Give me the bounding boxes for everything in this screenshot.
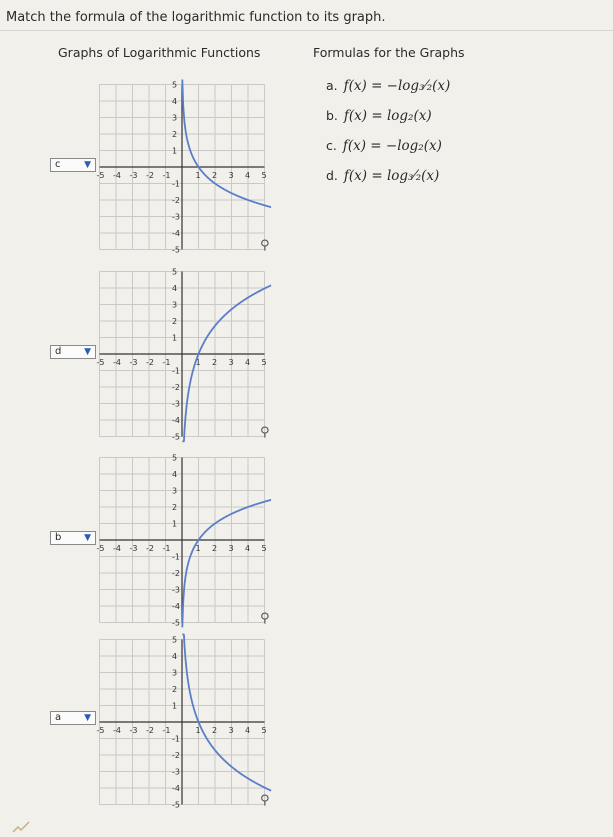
- x-tick-label: 1: [195, 726, 201, 735]
- x-tick-label: -2: [146, 358, 154, 367]
- x-tick-label: 4: [245, 544, 251, 553]
- x-tick-label: -4: [113, 544, 121, 553]
- x-tick-label: -1: [162, 358, 171, 367]
- x-tick-label: -4: [113, 171, 121, 180]
- y-tick-label: 4: [172, 284, 178, 293]
- y-tick-label: 5: [172, 80, 178, 90]
- y-tick-label: -2: [172, 383, 180, 392]
- y-tick-label: -1: [172, 366, 180, 376]
- y-tick-label: 4: [172, 652, 178, 661]
- y-tick-label: -5: [172, 618, 180, 628]
- chevron-down-icon: ▼: [84, 713, 91, 723]
- graph-3-answer-select[interactable]: b ▼: [50, 531, 96, 545]
- function-curve: [182, 500, 271, 628]
- x-tick-label: 5: [261, 544, 267, 553]
- x-tick-label: -4: [113, 358, 121, 367]
- chevron-down-icon: ▼: [84, 160, 91, 170]
- x-tick-label: -2: [146, 544, 154, 553]
- x-tick-label: 3: [228, 171, 234, 180]
- magnifier-icon[interactable]: ⚲: [260, 611, 270, 626]
- graphs-heading: Graphs of Logarithmic Functions: [58, 45, 261, 60]
- y-tick-label: 2: [172, 130, 178, 139]
- chevron-down-icon: ▼: [84, 347, 91, 357]
- x-tick-label: -5: [96, 726, 105, 735]
- x-tick-label: 3: [228, 544, 234, 553]
- y-tick-label: 2: [172, 685, 178, 694]
- graph-1: [0, 75, 290, 260]
- y-tick-label: 5: [172, 635, 178, 645]
- x-tick-label: -1: [162, 544, 171, 553]
- graph-2-plot: [0, 262, 290, 447]
- y-tick-label: 1: [172, 701, 178, 711]
- x-tick-label: 1: [195, 544, 201, 553]
- y-tick-label: -5: [172, 245, 180, 255]
- x-tick-label: 4: [245, 726, 251, 735]
- y-tick-label: -1: [172, 734, 180, 744]
- x-tick-label: 3: [228, 358, 234, 367]
- x-tick-label: -1: [162, 726, 171, 735]
- magnifier-icon[interactable]: ⚲: [260, 793, 270, 808]
- x-tick-label: -5: [96, 171, 105, 180]
- x-tick-label: -4: [113, 726, 121, 735]
- formulas-heading: Formulas for the Graphs: [313, 45, 465, 60]
- y-tick-label: -2: [172, 751, 180, 760]
- chevron-down-icon: ▼: [84, 533, 91, 543]
- y-tick-label: -5: [172, 432, 180, 442]
- y-tick-label: 3: [172, 300, 178, 310]
- x-tick-label: -3: [129, 544, 138, 553]
- graph-2: [0, 262, 290, 447]
- y-tick-label: -2: [172, 196, 180, 205]
- x-tick-label: -5: [96, 358, 105, 367]
- y-tick-label: -3: [172, 585, 180, 595]
- x-tick-label: 3: [228, 726, 234, 735]
- x-tick-label: -3: [129, 726, 138, 735]
- y-tick-label: 5: [172, 267, 178, 277]
- y-tick-label: 1: [172, 146, 178, 156]
- y-tick-label: 4: [172, 97, 178, 106]
- question-text: Match the formula of the logarithmic function to its graph.: [6, 10, 386, 25]
- y-tick-label: -1: [172, 179, 180, 189]
- y-tick-label: -4: [172, 229, 180, 238]
- magnifier-icon[interactable]: ⚲: [260, 238, 270, 253]
- x-tick-label: 2: [212, 358, 218, 367]
- formula-list: [326, 78, 450, 198]
- y-tick-label: -4: [172, 784, 180, 793]
- function-curve: [182, 635, 271, 791]
- y-tick-label: 1: [172, 519, 178, 529]
- y-tick-label: -1: [172, 552, 180, 562]
- x-tick-label: -1: [162, 171, 171, 180]
- graph-4-plot: [0, 630, 290, 815]
- x-tick-label: 4: [245, 358, 251, 367]
- function-curve: [182, 285, 271, 441]
- x-tick-label: -3: [129, 171, 138, 180]
- x-tick-label: 5: [261, 358, 267, 367]
- x-tick-label: 4: [245, 171, 251, 180]
- graph-3: [0, 448, 290, 633]
- divider: [0, 30, 613, 31]
- pencil-mark-icon: [12, 821, 30, 833]
- x-tick-label: 1: [195, 171, 201, 180]
- x-tick-label: 2: [212, 171, 218, 180]
- y-tick-label: 4: [172, 470, 178, 479]
- magnifier-icon[interactable]: ⚲: [260, 425, 270, 440]
- x-tick-label: 2: [212, 544, 218, 553]
- y-tick-label: -3: [172, 767, 180, 777]
- y-tick-label: -4: [172, 416, 180, 425]
- y-tick-label: -2: [172, 569, 180, 578]
- graph-4: [0, 630, 290, 815]
- x-tick-label: 2: [212, 726, 218, 735]
- formula-c: c. f(x) = −log₂(x): [326, 138, 442, 154]
- y-tick-label: 2: [172, 317, 178, 326]
- formula-d: d. f(x) = log₃⁄₂(x): [326, 168, 440, 184]
- graph-1-answer-select[interactable]: c ▼: [50, 158, 96, 172]
- graph-1-plot: [0, 75, 290, 260]
- y-tick-label: -3: [172, 399, 180, 409]
- x-tick-label: -2: [146, 171, 154, 180]
- x-tick-label: -3: [129, 358, 138, 367]
- x-tick-label: 5: [261, 726, 267, 735]
- x-tick-label: 1: [195, 358, 201, 367]
- y-tick-label: -4: [172, 602, 180, 611]
- function-curve: [182, 80, 271, 208]
- y-tick-label: 3: [172, 486, 178, 496]
- x-tick-label: -5: [96, 544, 105, 553]
- graph-3-plot: [0, 448, 290, 633]
- y-tick-label: 3: [172, 668, 178, 678]
- y-tick-label: 1: [172, 333, 178, 343]
- graph-4-answer-select[interactable]: a ▼: [50, 711, 96, 725]
- y-tick-label: 5: [172, 453, 178, 463]
- formula-a: a. f(x) = −log₃⁄₂(x): [326, 78, 451, 94]
- graph-2-answer-select[interactable]: d ▼: [50, 345, 96, 359]
- y-tick-label: -3: [172, 212, 180, 222]
- x-tick-label: -2: [146, 726, 154, 735]
- formula-b: b. f(x) = log₂(x): [326, 108, 432, 124]
- y-tick-label: 2: [172, 503, 178, 512]
- y-tick-label: 3: [172, 113, 178, 123]
- y-tick-label: -5: [172, 800, 180, 810]
- x-tick-label: 5: [261, 171, 267, 180]
